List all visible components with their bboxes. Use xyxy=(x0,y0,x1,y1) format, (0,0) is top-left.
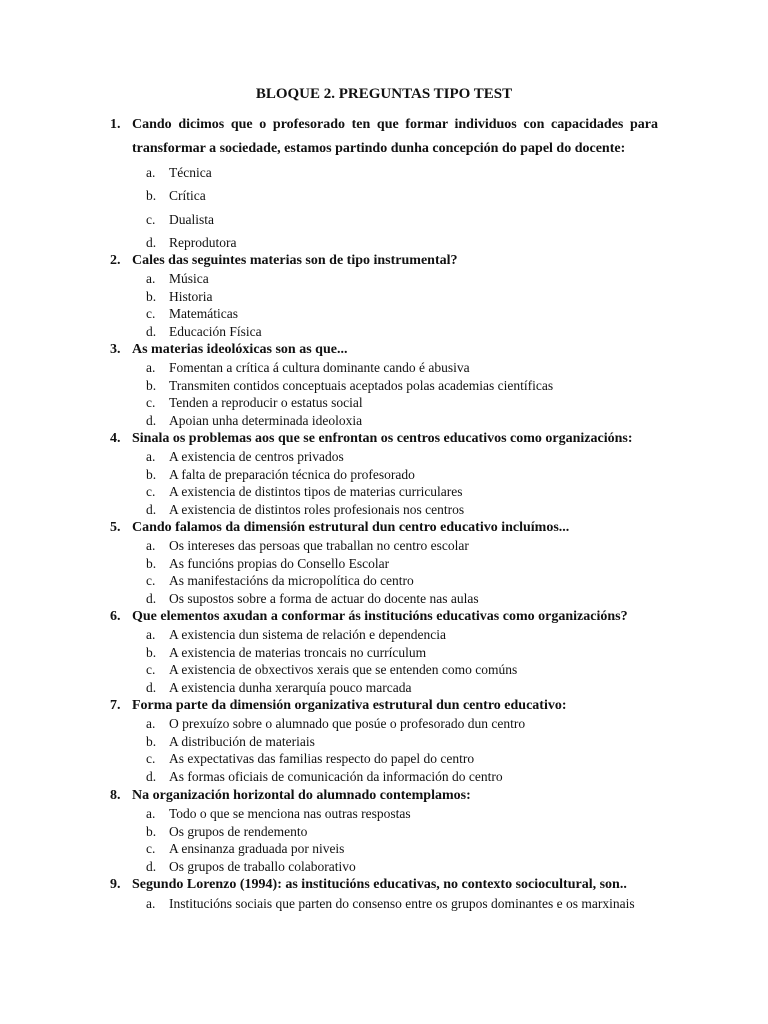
question-text xyxy=(110,608,658,626)
question-body: As materias ideolóxicas son as que... xyxy=(132,342,348,357)
option-c xyxy=(110,661,658,679)
option-text: Dualista xyxy=(169,211,214,227)
option-letter: b. xyxy=(146,733,157,749)
option-text: Apoian unha determinada ideoloxia xyxy=(169,413,363,429)
question-body: Cando falamos da dimensión estrutural dun centro educativo incluímos... xyxy=(132,520,570,535)
option-text: A falta de preparación técnica do profesorado xyxy=(169,466,415,482)
option-letter: a. xyxy=(146,806,156,821)
option-letter: c. xyxy=(146,484,156,500)
option-text: Crítica xyxy=(169,188,206,204)
question-number: 9. xyxy=(110,877,121,892)
option-text: A existencia de materias troncais no currículum xyxy=(169,644,427,660)
question-text xyxy=(110,697,658,715)
option-letter: d. xyxy=(146,413,157,429)
option-list xyxy=(110,626,658,697)
question-number: 1. xyxy=(110,117,121,132)
option-letter: c. xyxy=(146,211,156,227)
question-5 xyxy=(110,519,658,608)
option-letter: b. xyxy=(146,644,157,660)
question-number: 8. xyxy=(110,788,121,803)
option-a xyxy=(110,626,658,644)
option-text: Os grupos de rendemento xyxy=(169,823,308,839)
option-d xyxy=(110,412,658,430)
option-text: Transmiten contidos conceptuais aceptados polas academias científicas xyxy=(169,377,554,393)
option-letter: a. xyxy=(146,165,156,180)
question-text xyxy=(110,876,658,894)
option-letter: d. xyxy=(146,591,157,607)
option-letter: d. xyxy=(146,234,157,250)
option-list xyxy=(110,448,658,519)
question-body: Na organización horizontal do alumnado contemplamos: xyxy=(132,788,471,803)
option-d xyxy=(110,323,658,341)
question-1 xyxy=(110,113,658,254)
option-text: Tenden a reproducir o estatus social xyxy=(169,395,363,411)
option-a xyxy=(110,359,658,377)
option-letter: c. xyxy=(146,751,156,767)
option-letter: d. xyxy=(146,324,157,340)
option-text: A existencia de obxectivos xerais que se entenden como comúns xyxy=(169,662,518,678)
option-list xyxy=(110,161,658,254)
option-letter: c. xyxy=(146,841,156,857)
option-c xyxy=(110,305,658,323)
option-letter: c. xyxy=(146,573,156,589)
option-letter: c. xyxy=(146,662,156,678)
option-d xyxy=(110,858,658,876)
option-text: Os intereses das persoas que traballan no centro escolar xyxy=(169,538,469,553)
option-list xyxy=(110,359,658,430)
option-text: Música xyxy=(169,271,209,286)
option-letter: d. xyxy=(146,502,157,518)
option-text: A ensinanza graduada por niveis xyxy=(169,841,345,857)
option-c xyxy=(110,750,658,768)
option-text: Fomentan a crítica á cultura dominante cando é abusiva xyxy=(169,360,470,375)
option-list xyxy=(110,894,658,913)
option-c xyxy=(110,483,658,501)
option-text: Técnica xyxy=(169,165,212,180)
question-text xyxy=(110,252,658,270)
option-b xyxy=(110,184,658,207)
option-letter: a. xyxy=(146,449,156,464)
option-list xyxy=(110,715,658,786)
option-list xyxy=(110,537,658,608)
question-number: 7. xyxy=(110,698,121,713)
option-text: As manifestacións da micropolítica do centro xyxy=(169,573,414,589)
option-letter: c. xyxy=(146,395,156,411)
option-text: A existencia de distintos roles profesionais nos centros xyxy=(169,502,465,518)
option-c xyxy=(110,572,658,590)
option-text: A existencia dunha xerarquía pouco marcada xyxy=(169,680,412,696)
question-3 xyxy=(110,341,658,430)
option-text: Educación Física xyxy=(169,324,262,340)
option-letter: b. xyxy=(146,823,157,839)
question-number: 6. xyxy=(110,609,121,624)
option-c xyxy=(110,394,658,412)
option-text: As funcións propias do Consello Escolar xyxy=(169,555,390,571)
option-letter: c. xyxy=(146,306,156,322)
question-number: 5. xyxy=(110,520,121,535)
question-9 xyxy=(110,876,658,913)
option-letter: a. xyxy=(146,360,156,375)
option-d xyxy=(110,768,658,786)
option-text: Todo o que se menciona nas outras respostas xyxy=(169,806,411,821)
option-text: As expectativas das familias respecto do papel do centro xyxy=(169,751,475,767)
question-8 xyxy=(110,787,658,876)
option-b xyxy=(110,555,658,573)
option-d xyxy=(110,590,658,608)
question-body: Que elementos axudan a conformar ás institucións educativas como organizacións? xyxy=(132,609,628,624)
question-6 xyxy=(110,608,658,697)
question-body: Sinala os problemas aos que se enfrontan os centros educativos como organizacións: xyxy=(132,431,633,446)
document-title: BLOQUE 2. PREGUNTAS TIPO TEST xyxy=(255,86,513,102)
option-letter: b. xyxy=(146,288,157,304)
option-b xyxy=(110,733,658,751)
option-text: Matemáticas xyxy=(169,306,238,322)
question-number: 2. xyxy=(110,253,121,268)
question-7 xyxy=(110,697,658,786)
question-text xyxy=(110,519,658,537)
option-a xyxy=(110,270,658,288)
option-letter: a. xyxy=(146,538,156,553)
option-a xyxy=(110,805,658,823)
option-letter: b. xyxy=(146,466,157,482)
option-a xyxy=(110,161,658,184)
option-d xyxy=(110,231,658,254)
question-text xyxy=(110,787,658,805)
option-letter: a. xyxy=(146,716,156,731)
option-letter: d. xyxy=(146,680,157,696)
option-a xyxy=(110,715,658,733)
option-letter: b. xyxy=(146,377,157,393)
question-number: 4. xyxy=(110,431,121,446)
option-letter: d. xyxy=(146,769,157,785)
option-a xyxy=(110,537,658,555)
option-text: Os supostos sobre a forma de actuar do docente nas aulas xyxy=(169,591,479,607)
question-body: Segundo Lorenzo (1994): as institucións educativas, no contexto sociocultural, son.. xyxy=(132,877,627,892)
option-a xyxy=(110,448,658,466)
option-letter: a. xyxy=(146,627,156,642)
option-a xyxy=(110,894,658,913)
option-b xyxy=(110,377,658,395)
option-text: O prexuízo sobre o alumnado que posúe o profesorado dun centro xyxy=(169,716,526,731)
option-text: Institucións sociais que parten do consenso entre os grupos dominantes e os marxinais xyxy=(169,896,635,911)
option-letter: a. xyxy=(146,271,156,286)
option-c xyxy=(110,840,658,858)
option-text: A existencia dun sistema de relación e dependencia xyxy=(169,627,447,642)
option-text: A existencia de distintos tipos de materias curriculares xyxy=(169,484,463,500)
option-text: As formas oficiais de comunicación da información do centro xyxy=(169,769,503,785)
option-b xyxy=(110,466,658,484)
question-text xyxy=(110,113,658,161)
option-letter: b. xyxy=(146,555,157,571)
option-list xyxy=(110,805,658,876)
option-text: Os grupos de traballo colaborativo xyxy=(169,859,356,875)
option-text: A existencia de centros privados xyxy=(169,449,344,464)
question-body: Cando dicimos que o profesorado ten que formar individuos con capacidades para transformar a sociedade, estamos partindo dunha concepción do papel do docente: xyxy=(132,117,658,156)
question-body: Cales das seguintes materias son de tipo instrumental? xyxy=(132,253,458,268)
option-d xyxy=(110,679,658,697)
question-text xyxy=(110,430,658,448)
question-text xyxy=(110,341,658,359)
option-d xyxy=(110,501,658,519)
option-list xyxy=(110,270,658,341)
option-letter: d. xyxy=(146,859,157,875)
question-2 xyxy=(110,252,658,341)
question-4 xyxy=(110,430,658,519)
option-letter: b. xyxy=(146,188,157,204)
option-text: A distribución de materiais xyxy=(169,733,315,749)
option-b xyxy=(110,644,658,662)
option-b xyxy=(110,823,658,841)
option-letter: a. xyxy=(146,896,156,911)
option-c xyxy=(110,208,658,231)
option-text: Reprodutora xyxy=(169,234,237,250)
question-number: 3. xyxy=(110,342,121,357)
option-b xyxy=(110,288,658,306)
option-text: Historia xyxy=(169,288,213,304)
question-body: Forma parte da dimensión organizativa estrutural dun centro educativo: xyxy=(132,698,567,713)
